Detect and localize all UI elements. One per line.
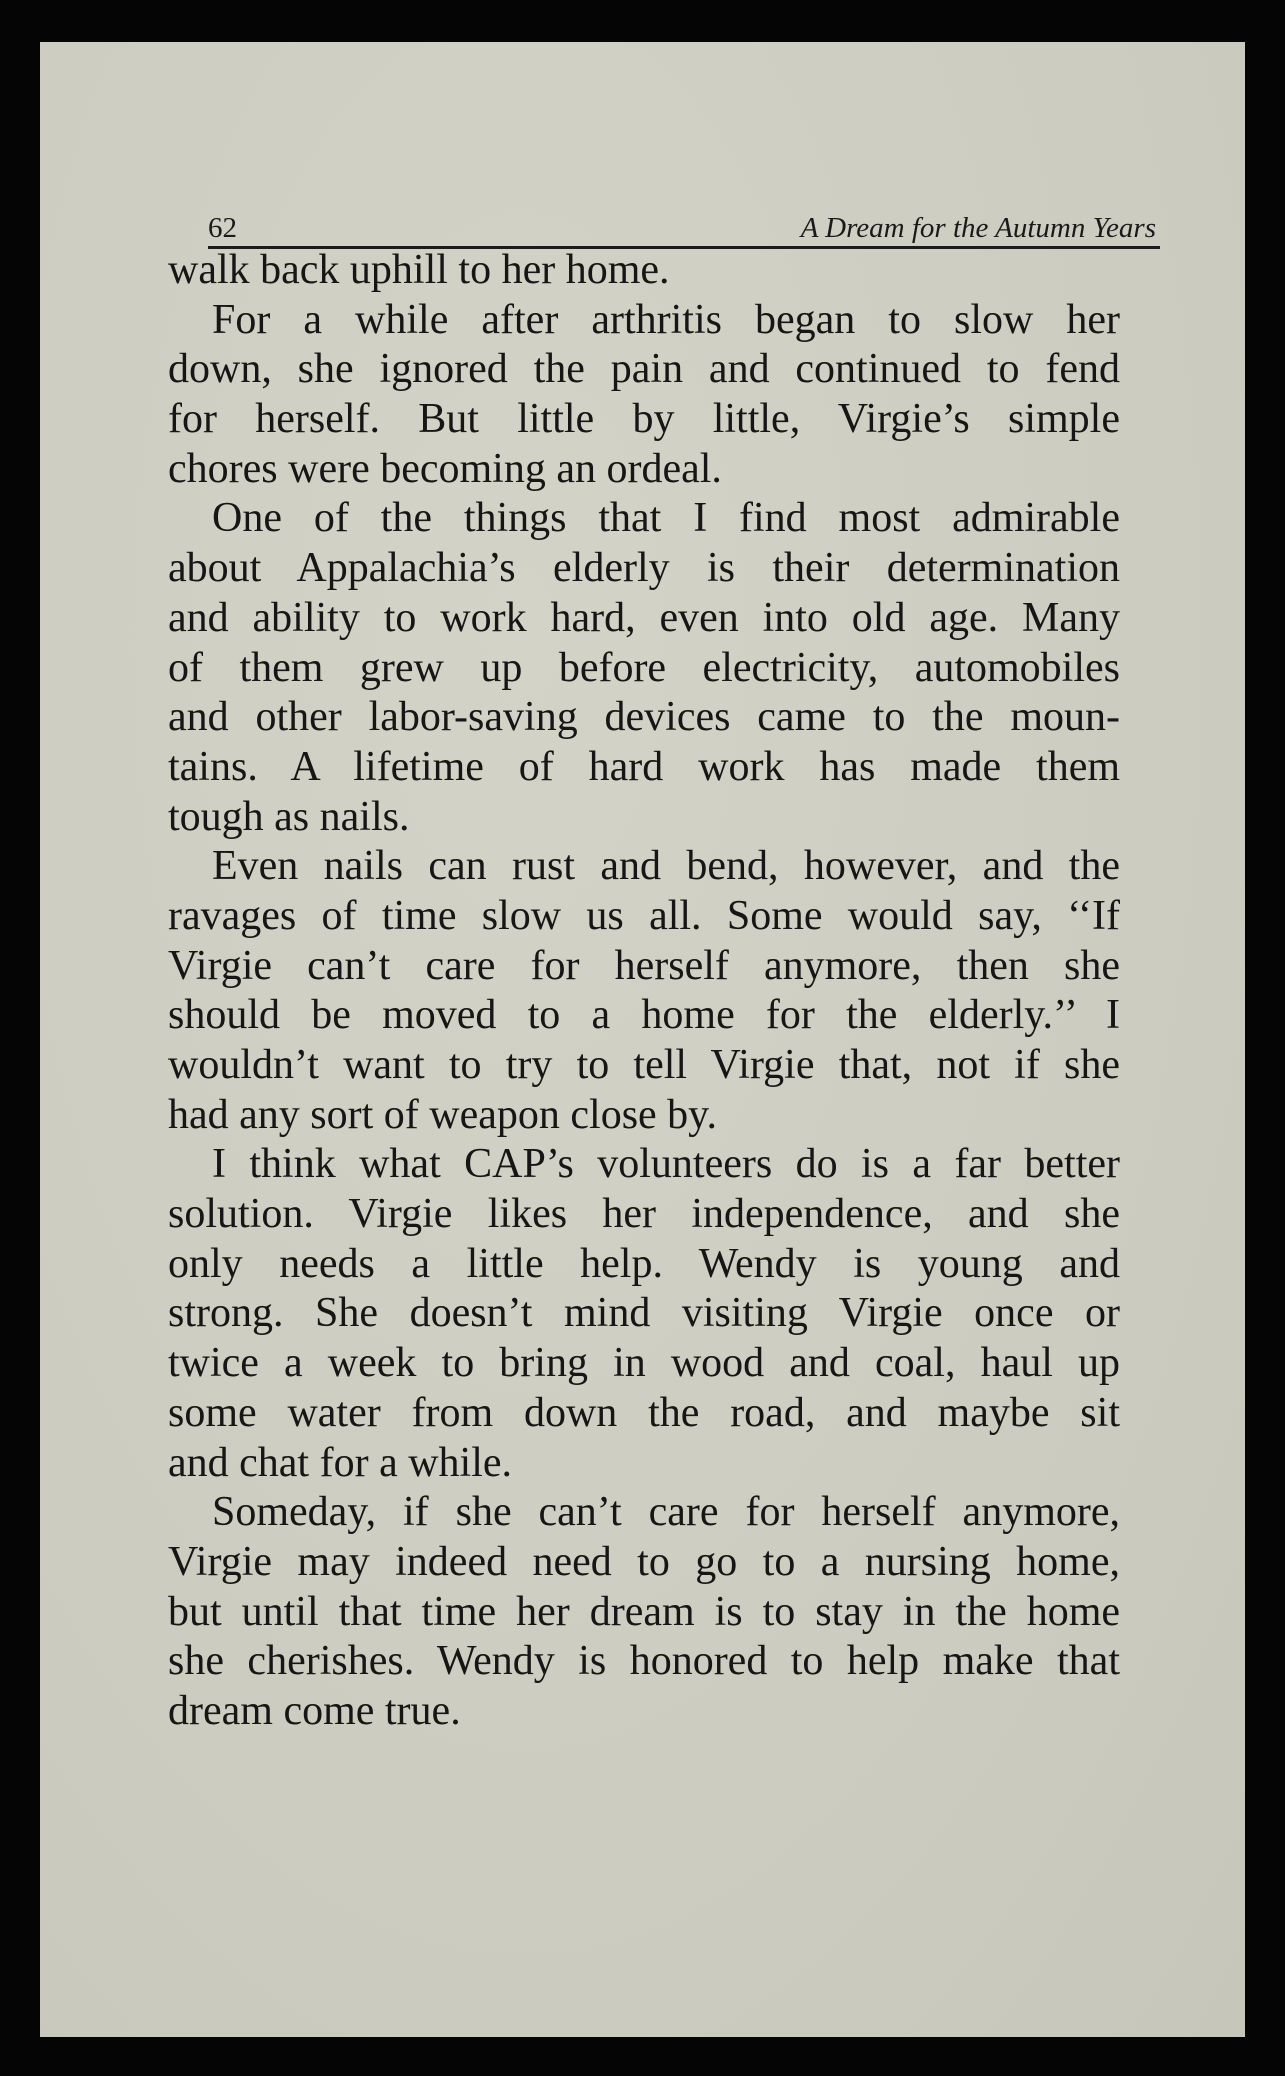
text-line: tains. A lifetime of hard work has made them: [168, 743, 1120, 790]
text-line: and ability to work hard, even into old age. Many: [168, 594, 1120, 641]
text-line: and chat for a while.: [168, 1439, 513, 1486]
text-line: solution. Virgie likes her independence, and she: [168, 1191, 1120, 1238]
text-line: For a while after arthritis began to slow her: [212, 296, 1120, 343]
text-line: only needs a little help. Wendy is young and: [168, 1240, 1120, 1287]
text-line: about Appalachia’s elderly is their determination: [168, 545, 1120, 592]
text-line: chores were becoming an ordeal.: [168, 445, 722, 492]
text-line: walk back uphill to her home.: [168, 247, 670, 293]
text-line: I think what CAP’s volunteers do is a far better: [212, 1141, 1120, 1188]
running-header: [208, 202, 1160, 249]
book-title: A Dream for the Autumn Years: [800, 212, 1156, 244]
text-line: should be moved to a home for the elderly.’’ I: [168, 992, 1120, 1039]
page-number: 62: [208, 212, 237, 244]
text-line: had any sort of weapon close by.: [168, 1091, 717, 1138]
text-line: One of the things that I find most admirable: [212, 495, 1120, 542]
text-line: strong. She doesn’t mind visiting Virgie once or: [168, 1290, 1120, 1337]
text-line: and other labor-saving devices came to the moun-: [168, 694, 1120, 741]
body-text: [168, 246, 1120, 1737]
text-line: wouldn’t want to try to tell Virgie that, not if she: [168, 1042, 1120, 1088]
text-line: of them grew up before electricity, automobiles: [168, 644, 1120, 691]
text-line: down, she ignored the pain and continued to fend: [168, 346, 1120, 393]
text-line: but until that time her dream is to stay in the home: [168, 1588, 1120, 1635]
text-line: twice a week to bring in wood and coal, haul up: [168, 1340, 1120, 1387]
text-line: Even nails can rust and bend, however, and the: [212, 843, 1120, 890]
text-line: Someday, if she can’t care for herself anymore,: [212, 1489, 1120, 1536]
text-line: dream come true.: [168, 1687, 461, 1734]
text-line: ravages of time slow us all. Some would say, ‘‘If: [168, 892, 1120, 939]
text-line: for herself. But little by little, Virgie’s simple: [168, 396, 1120, 443]
text-line: Virgie may indeed need to go to a nursing home,: [168, 1538, 1120, 1585]
text-line: she cherishes. Wendy is honored to help make that: [168, 1638, 1120, 1685]
text-line: tough as nails.: [168, 793, 410, 840]
text-line: Virgie can’t care for herself anymore, then she: [168, 942, 1120, 989]
text-line: some water from down the road, and maybe sit: [168, 1389, 1120, 1436]
